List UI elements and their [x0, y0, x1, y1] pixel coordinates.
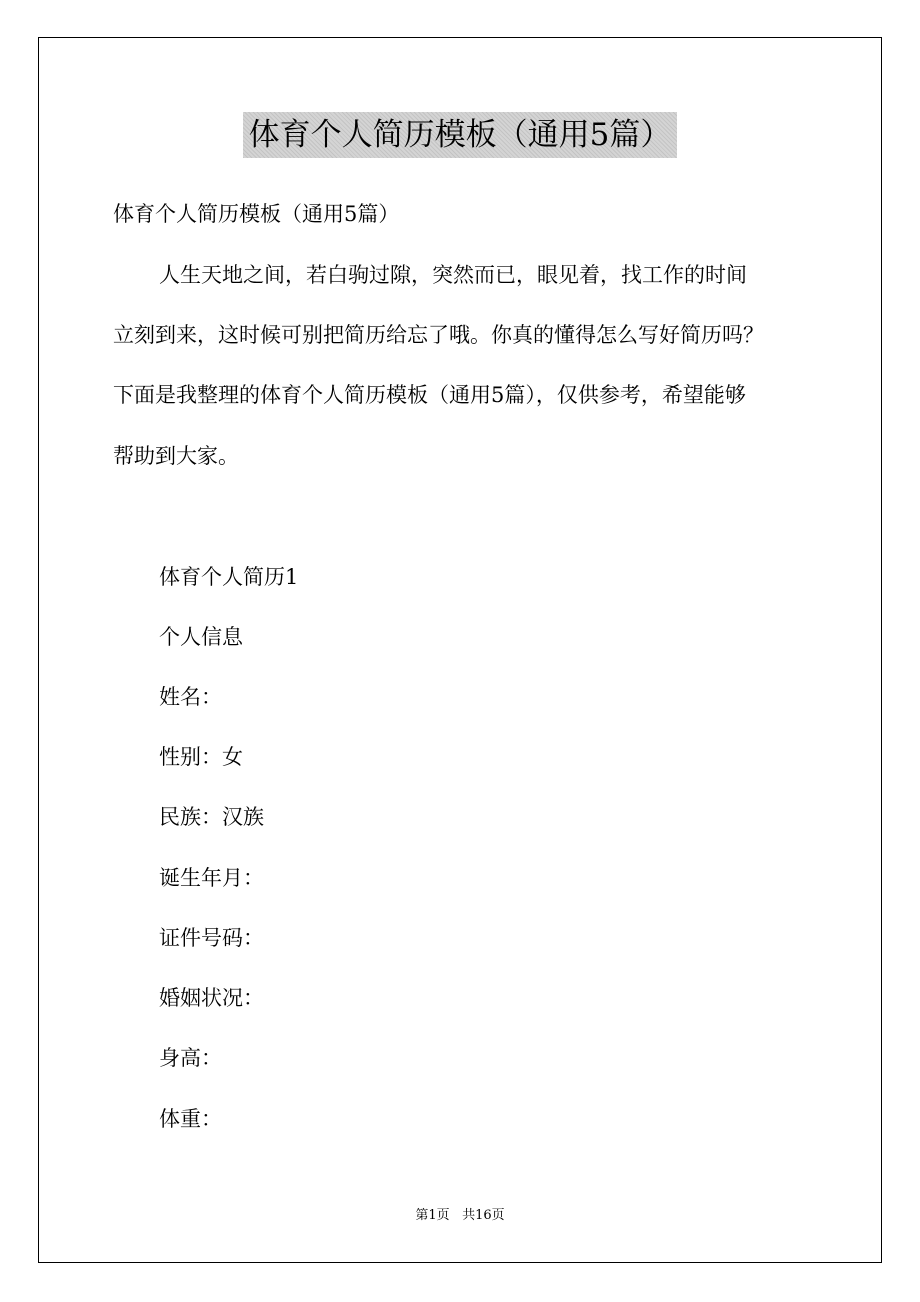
intro-line-4: 帮助到大家。: [113, 444, 239, 468]
field-ethnicity: 民族：汉族: [159, 805, 264, 829]
field-weight: 体重：: [159, 1107, 222, 1131]
document-title: 体育个人简历模板（通用5篇）: [243, 112, 678, 158]
page-footer: [0, 1206, 920, 1226]
field-birth-date: 诞生年月：: [159, 866, 264, 890]
intro-line-1: 人生天地之间，若白驹过隙，突然而已，眼见着，找工作的时间: [159, 263, 747, 287]
document-subtitle: 体育个人简历模板（通用5篇）: [113, 202, 400, 226]
intro-line-2: 立刻到来，这时候可别把简历给忘了哦。你真的懂得怎么写好简历吗？: [113, 323, 764, 347]
field-id-number: 证件号码：: [159, 926, 264, 950]
page-number: 第1页: [415, 1208, 450, 1223]
field-gender: 性别：女: [159, 745, 243, 769]
page-total: 共16页: [462, 1208, 505, 1223]
intro-line-3: 下面是我整理的体育个人简历模板（通用5篇），仅供参考，希望能够: [113, 383, 746, 407]
section-heading: 体育个人简历1: [159, 565, 299, 589]
title-container: [0, 112, 920, 158]
personal-info-heading: 个人信息: [159, 625, 243, 649]
field-height: 身高：: [159, 1046, 222, 1070]
field-name: 姓名：: [159, 685, 222, 709]
field-marital-status: 婚姻状况：: [159, 986, 264, 1010]
